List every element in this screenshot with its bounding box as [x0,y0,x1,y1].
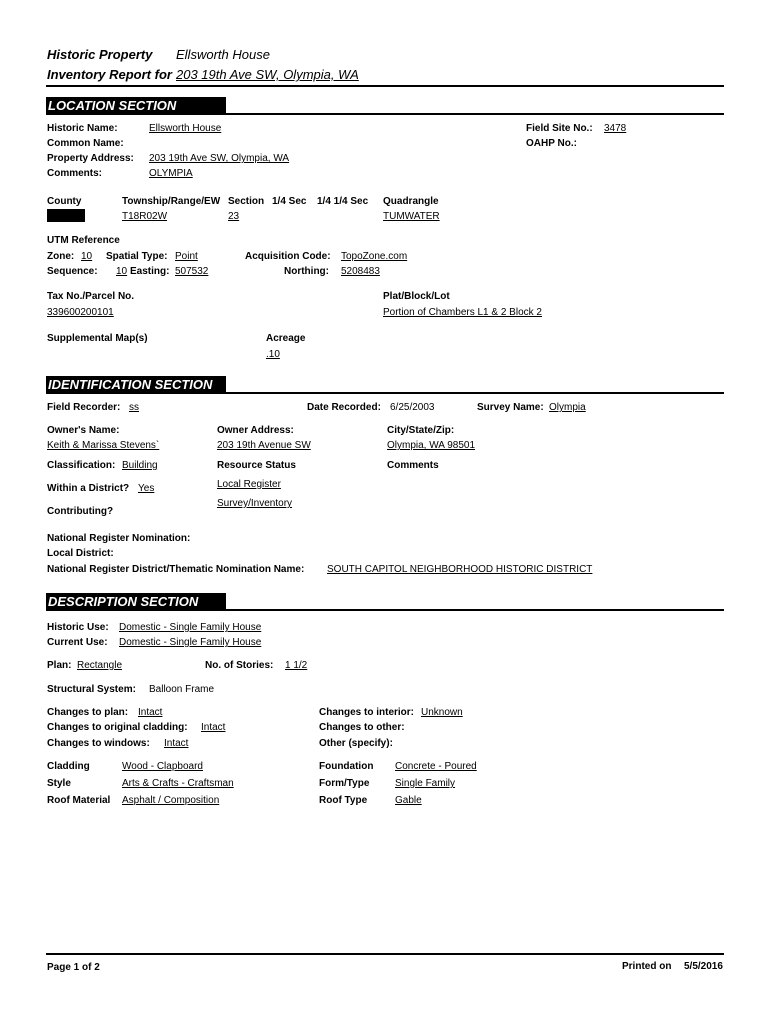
roof-material-label: Roof Material [47,795,111,806]
owner-name-label: Owner's Name: [47,425,120,436]
field-site-label: Field Site No.: [526,123,593,134]
stories-value: 1 1/2 [285,660,308,671]
plan-label: Plan: [47,660,72,671]
zone-label: Zone: [47,251,75,262]
foundation-label: Foundation [319,761,374,772]
township-value: T18R02W [122,211,168,222]
easting-label: Easting: [130,266,170,277]
printed-date: 5/5/2016 [684,961,723,972]
header-label-inventory-report: Inventory Report for [47,67,172,82]
changes-other-label: Changes to other: [319,722,405,733]
utm-label: UTM Reference [47,235,120,246]
owner-address-value: 203 19th Avenue SW [217,440,311,451]
style-label: Style [47,778,71,789]
survey-name-value: Olympia [549,402,586,413]
oahp-label: OAHP No.: [526,138,577,149]
county-label: County [47,196,82,207]
acreage-value: .10 [266,349,280,360]
owner-name-value: Keith & Marissa Stevens` [47,440,160,451]
survey-inventory-value: Survey/Inventory [217,498,293,509]
quarter-section-label: 1/4 Sec [272,196,307,207]
roof-type-value: Gable [395,795,422,806]
roof-type-label: Roof Type [319,795,368,806]
city-state-zip-value: Olympia, WA 98501 [387,440,476,451]
changes-plan-value: Intact [138,707,163,718]
plat-block-lot-label: Plat/Block/Lot [383,291,450,302]
classification-value: Building [122,460,158,471]
header-label-historic-property: Historic Property [47,47,153,62]
tax-parcel-label: Tax No./Parcel No. [47,291,135,302]
historic-use-label: Historic Use: [47,622,109,633]
changes-plan-label: Changes to plan: [47,707,129,718]
local-district-label: Local District: [47,548,114,559]
changes-interior-value: Unknown [421,707,463,718]
identification-section-rule [226,392,724,394]
structural-system-label: Structural System: [47,684,136,695]
form-type-value: Single Family [395,778,456,789]
current-use-label: Current Use: [47,637,108,648]
common-name-label: Common Name: [47,138,124,149]
section-value: 23 [228,211,240,222]
header-rule [46,85,724,87]
spatial-type-value: Point [175,251,198,262]
field-recorder-label: Field Recorder: [47,402,121,413]
resource-status-label: Resource Status [217,460,296,471]
quarter-quarter-label: 1/4 1/4 Sec [317,196,369,207]
acreage-label: Acreage [266,333,306,344]
historic-use-value: Domestic - Single Family House [119,622,262,633]
field-site-value: 3478 [604,123,627,134]
printed-on-label: Printed on [622,961,672,972]
description-section-title: DESCRIPTION SECTION [46,593,226,611]
contributing-label: Contributing? [47,506,114,517]
changes-cladding-label: Changes to original cladding: [47,722,188,733]
identification-section-title: IDENTIFICATION SECTION [46,376,226,394]
current-use-value: Domestic - Single Family House [119,637,262,648]
historic-name-label: Historic Name: [47,123,118,134]
county-redaction [47,209,85,222]
cladding-value: Wood - Clapboard [122,761,203,772]
northing-label: Northing: [284,266,329,277]
supplemental-maps-label: Supplemental Map(s) [47,333,148,344]
easting-value: 507532 [175,266,209,277]
description-section-rule [226,609,724,611]
sequence-label: Sequence: [47,266,98,277]
local-register-value: Local Register [217,479,281,490]
sequence-value: 10 [116,266,128,277]
plat-block-lot-value: Portion of Chambers L1 & 2 Block 2 [383,307,542,318]
plan-value: Rectangle [77,660,123,671]
zone-value: 10 [81,251,93,262]
spatial-type-label: Spatial Type: [106,251,168,262]
survey-name-label: Survey Name: [477,402,544,413]
township-label: Township/Range/EW [122,196,221,207]
quadrangle-label: Quadrangle [383,196,439,207]
northing-value: 5208483 [341,266,380,277]
comments-label: Comments: [47,168,103,179]
date-recorded-label: Date Recorded: [307,402,381,413]
owner-address-label: Owner Address: [217,425,294,436]
foundation-value: Concrete - Poured [395,761,477,772]
tax-parcel-value: 339600200101 [47,307,114,318]
nr-district-label: National Register District/Thematic Nomination Name: [47,564,305,575]
style-value: Arts & Crafts - Craftsman [122,778,234,789]
stories-label: No. of Stories: [205,660,274,671]
changes-interior-label: Changes to interior: [319,707,415,718]
quadrangle-value: TUMWATER [383,211,440,222]
page-number: Page 1 of 2 [47,962,100,973]
within-district-value: Yes [138,483,155,494]
header-property-address: 203 19th Ave SW, Olympia, WA [176,67,359,82]
property-address-value: 203 19th Ave SW, Olympia, WA [149,153,290,164]
other-specify-label: Other (specify): [319,738,393,749]
location-section-title: LOCATION SECTION [46,97,226,115]
classification-label: Classification: [47,460,116,471]
date-recorded-value: 6/25/2003 [390,402,435,413]
section-label: Section [228,196,265,207]
historic-name-value: Ellsworth House [149,123,222,134]
city-state-zip-label: City/State/Zip: [387,425,455,436]
footer-rule [46,953,724,955]
header-property-name: Ellsworth House [176,47,270,62]
roof-material-value: Asphalt / Composition [122,795,220,806]
acquisition-value: TopoZone.com [341,251,408,262]
comments-value: OLYMPIA [149,168,193,179]
changes-cladding-value: Intact [201,722,226,733]
field-recorder-value: ss [129,402,139,413]
property-address-label: Property Address: [47,153,134,164]
within-district-label: Within a District? [47,483,130,494]
acquisition-label: Acquisition Code: [245,251,331,262]
structural-system-value: Balloon Frame [149,684,215,695]
cladding-label: Cladding [47,761,90,772]
location-section-rule [226,113,724,115]
changes-windows-label: Changes to windows: [47,738,150,749]
form-type-label: Form/Type [319,778,370,789]
nr-district-value: SOUTH CAPITOL NEIGHBORHOOD HISTORIC DISTRICT [327,564,593,575]
nr-nomination-label: National Register Nomination: [47,533,191,544]
changes-windows-value: Intact [164,738,189,749]
identification-comments-label: Comments [387,460,439,471]
